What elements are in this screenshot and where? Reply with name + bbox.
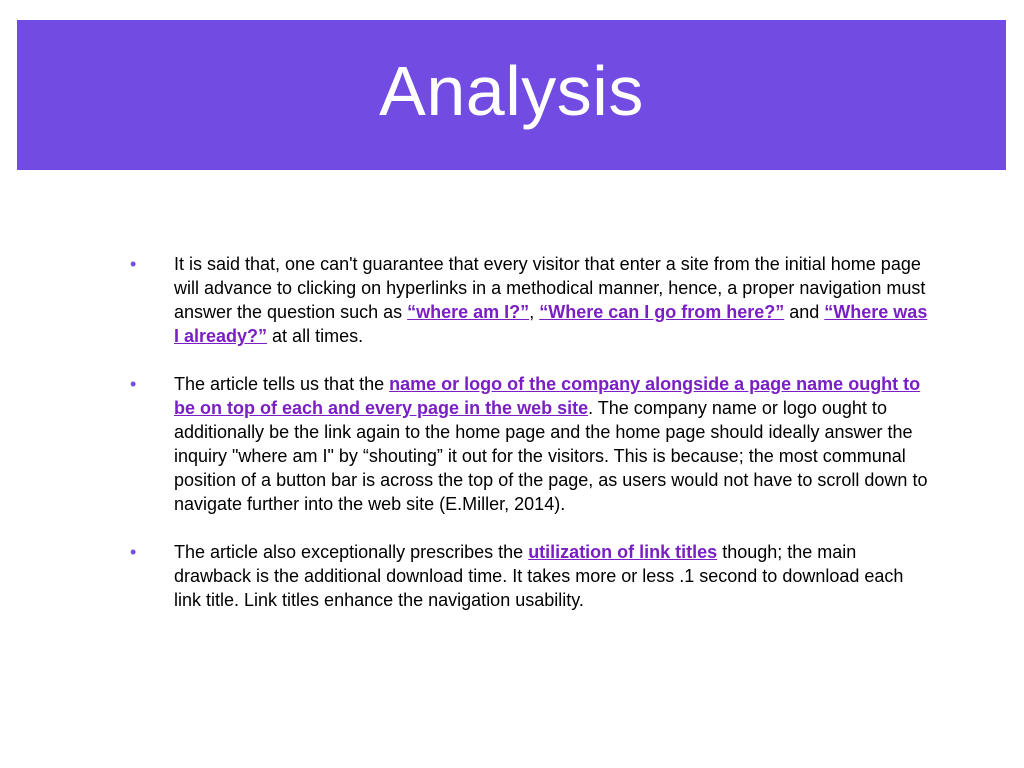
link-company-logo[interactable]: name or logo of the company alongside a page name ought to be on top of each and every page in the web site (174, 374, 921, 418)
bullet-list (130, 252, 930, 636)
bullet-text: The article tells us that the (174, 374, 390, 394)
bullet-text: . The company name or logo ought to additionally be the link again to the home page and the home page should ideally answer the inquiry "where am I" by “shouting” it out for the visitors. This is because; the most communal position of a button bar is across the top of the page, as users would not have to scroll down to navigate further into the web site (E.Miller, 2014). (174, 398, 928, 514)
bullet-icon: • (130, 374, 137, 394)
bullet-text: and (784, 302, 825, 322)
link-where-am-i[interactable]: “where am I?” (407, 302, 530, 322)
bullet-text: at all times. (267, 326, 364, 346)
bullet-text: It is said that, one can't guarantee that every visitor that enter a site from the initial home page will advance to clicking on hyperlinks in a methodical manner, hence, a proper navigation must answer the question such as (174, 254, 926, 322)
bullet-text: , (529, 302, 540, 322)
link-where-was-i[interactable]: “Where was I already?” (174, 302, 928, 346)
bullet-icon: • (130, 254, 137, 274)
slide-title: Analysis (379, 52, 644, 130)
link-where-can-i-go[interactable]: “Where can I go from here?” (539, 302, 785, 322)
bullet-item-3 (130, 540, 930, 612)
link-link-titles[interactable]: utilization of link titles (528, 542, 718, 562)
bullet-icon: • (130, 542, 137, 562)
bullet-item-2 (130, 372, 930, 516)
bullet-text: The article also exceptionally prescribes the (174, 542, 529, 562)
bullet-text: though; the main drawback is the additional download time. It takes more or less .1 second to download each link title. Link titles enhance the navigation usability. (174, 542, 904, 610)
title-banner (17, 20, 1006, 170)
bullet-item-1 (130, 252, 930, 348)
